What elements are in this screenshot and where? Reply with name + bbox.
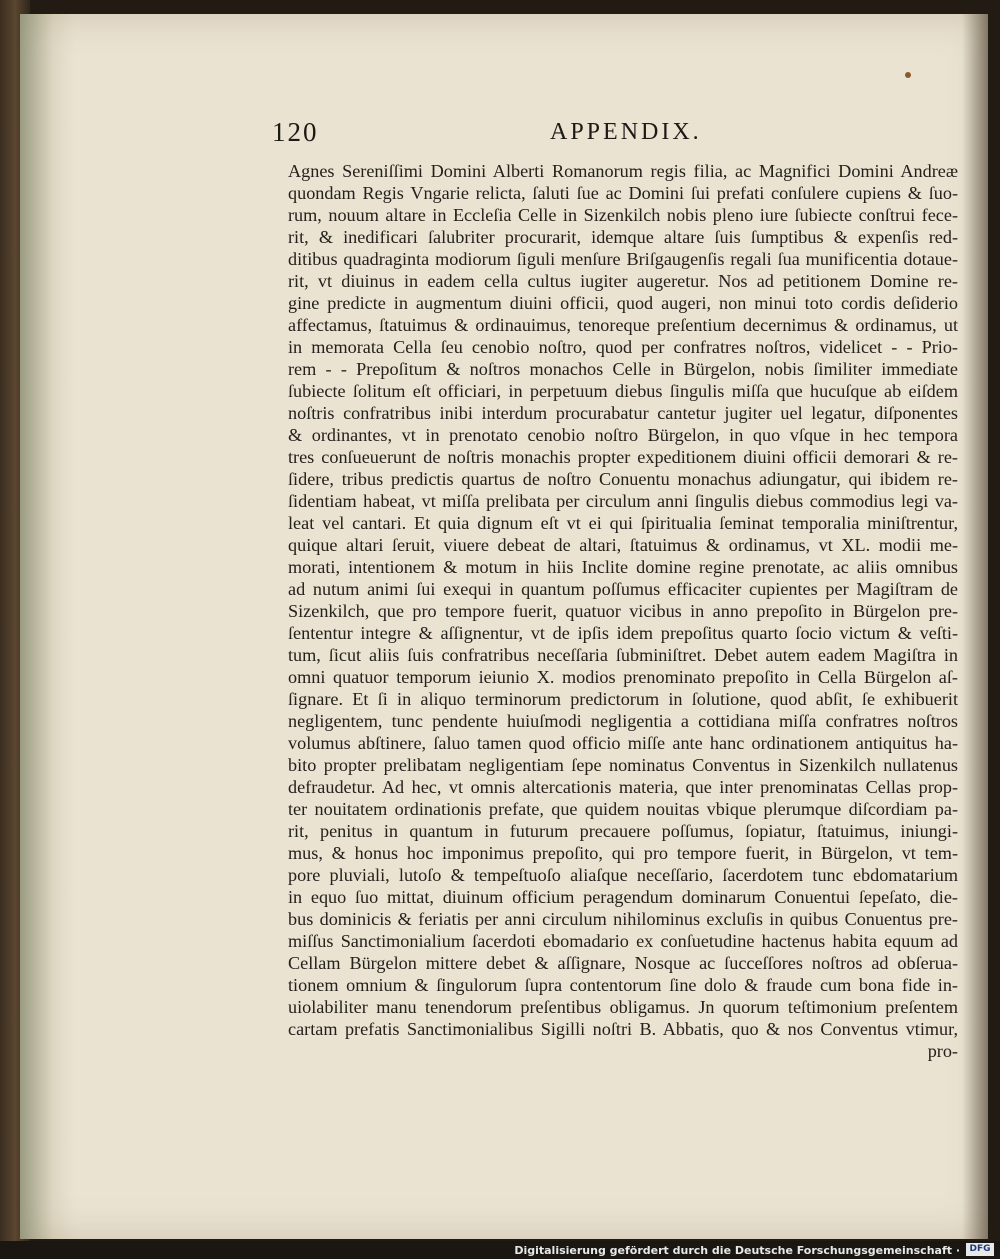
- text-line: ditibus quadraginta modiorum ſiguli menſure Briſgaugenſis regali ſua munificentia dotaue-: [288, 249, 958, 269]
- text-line: ſidentiam habeat, vt miſſa prelibata per circulum anni ſingulis diebus commodius legi va-: [288, 491, 958, 511]
- page-gutter-shade: [20, 14, 75, 1239]
- text-line: ſignare. Et ſi in aliquo terminorum predictorum in ſolutione, quod abſit, ſe exhibuerit: [288, 689, 958, 709]
- text-line: Agnes Sereniſſimi Domini Alberti Romanorum regis filia, ac Magnifici Domini Andreæ: [288, 161, 958, 181]
- text-line: rit, penitus in quantum in futurum precauere poſſumus, ſopiatur, ſtatuimus, iniungi-: [288, 821, 958, 841]
- digitization-credit: Digitalisierung gefördert durch die Deutsche Forschungsgemeinschaft ·: [514, 1244, 960, 1257]
- text-line: Cellam Bürgelon mittere debet & aſſignare, Nosque ac ſucceſſores noſtros ad obſerua-: [288, 953, 958, 973]
- text-line: quondam Regis Vngarie relicta, ſaluti ſue ac Domini ſui prefati conſulere cupiens & ſuo-: [288, 183, 958, 203]
- text-line: ſententur integre & aſſignentur, vt de ipſis idem prepoſitus quarto ſocio victum & veſti-: [288, 623, 958, 643]
- text-line: omni quatuor temporum ieiunio X. modios prenominato prepoſito in Cella Bürgelon aſ-: [288, 667, 958, 687]
- text-line: pro-: [927, 1041, 958, 1061]
- text-line: mus, & honus hoc imponimus prepoſito, qui pro tempore fuerit, in Bürgelon, vt tem-: [288, 843, 958, 863]
- text-line: affectamus, ſtatuimus & ordinauimus, tenoreque preſentium decernimus & ordinamus, ut: [288, 315, 958, 335]
- text-line: tionem omnium & ſingulorum ſupra contentorum ſine dolo & fraude cum bona fide in-: [288, 975, 958, 995]
- page-number: 120: [272, 117, 319, 147]
- page-edge-shade: [962, 14, 988, 1239]
- running-title: APPENDIX.: [550, 119, 702, 145]
- text-line: tum, ſicut aliis ſuis confratribus neceſſaria ſubminiſtret. Debet autem eadem Magiſtra in: [288, 645, 958, 665]
- text-line: defraudetur. Ad hec, vt omnis altercationis materia, que inter prenominatas Cellas prop-: [288, 777, 958, 797]
- text-line: rit, & inedificari ſalubriter procurarit, idemque altare ſuis ſumptibus & expenſis red-: [288, 227, 958, 247]
- text-line: ſubiecte ſolitum eſt officiari, in perpetuum diebus ſingulis miſſa que hucuſque ab eiſdem: [288, 381, 958, 401]
- text-line: gine predicte in augmentum diuini officii, quod augeri, non minui toto cordis deſiderio: [288, 293, 958, 313]
- text-line: miſſus Sanctimonialium ſacerdoti ebomadario ex conſuetudine hactenus habita equum ad: [288, 931, 958, 951]
- text-line: cartam prefatis Sanctimonialibus Sigilli noſtri B. Abbatis, quo & nos Conventus vtimur,: [288, 1019, 958, 1039]
- text-line: negligentem, tunc pendente huiuſmodi negligentia a cottidiana miſſa confratres noſtros: [288, 711, 958, 731]
- text-line: ad nutum animi ſui exequi in quantum poſſumus efficaciter cupientes per Magiſtram de: [288, 579, 958, 599]
- text-line: rit, vt diuinus in eadem cella cultus iugiter augeretur. Nos ad petitionem Domine re-: [288, 271, 958, 291]
- text-line: ſidere, tribus predictis quartus de noſtro Conuentu monachus adiungatur, qui ibidem re-: [288, 469, 958, 489]
- text-line: ter nouitatem ordinationis prefate, que quidem nouitas vbique plerumque diſcordiam pa-: [288, 799, 958, 819]
- text-line: & ordinantes, vt in prenotato cenobio noſtro Bürgelon, in quo vſque in hec tempora: [288, 425, 958, 445]
- text-line: morati, intentionem & motum in hiis Inclite domine regine prenotate, ac aliis omnibus: [288, 557, 958, 577]
- text-line: bus dominicis & feriatis per anni circulum nihilominus excluſis in quibus Conuentus pre-: [288, 909, 958, 929]
- text-line: quique altari ſeruit, viuere debeat de altari, ſtatuimus & ordinamus, vt XL. modii me-: [288, 535, 958, 555]
- document-body: [288, 160, 958, 1062]
- text-line: Sizenkilch, que pro tempore fuerit, quatuor vicibus in anno prepoſito in Bürgelon pre-: [288, 601, 958, 621]
- text-line: tres conſueuerunt de noſtris monachis propter expeditionem diuini officii demorari & re-: [288, 447, 958, 467]
- text-line: in equo ſuo mittat, diuinum officium peragendum dominarum Conuentui ſepeſato, die-: [288, 887, 958, 907]
- text-line: uiolabiliter manu tenendorum preſentibus obligamus. Jn quorum teſtimonium preſentem: [288, 997, 958, 1017]
- text-line: rum, nouum altare in Eccleſia Celle in Sizenkilch nobis pleno iure ſubiecte conſtrui fece-: [288, 205, 958, 225]
- text-line: pore pluviali, lutoſo & tempeſtuoſo aliaſque neceſſario, ſacerdotem tunc ebdomatarium: [288, 865, 958, 885]
- paper-stain: [905, 72, 911, 78]
- text-line: leat vel cantari. Et quia dignum eſt vt ei qui ſpiritualia ſeminat temporalia miniſtrentur,: [288, 513, 958, 533]
- dfg-logo: DFG: [966, 1243, 994, 1256]
- page-header: [272, 117, 962, 153]
- text-line: in memorata Cella ſeu cenobio noſtro, quod per confratres noſtros, videlicet - - Prio-: [288, 337, 958, 357]
- text-line: rem - - Prepoſitum & noſtros monachos Celle in Bürgelon, nobis ſimiliter immediate: [288, 359, 958, 379]
- text-line: bito propter prelibatam negligentiam ſepe nominatus Conventus in Sizenkilch nullatenus: [288, 755, 958, 775]
- text-line: volumus abſtinere, ſaluo tamen quod officio miſſe ante hanc ordinationem antiquitus ha-: [288, 733, 958, 753]
- text-line: noſtris confratribus inibi interdum procurabatur cantetur jugiter uel legatur, diſponentes: [288, 403, 958, 423]
